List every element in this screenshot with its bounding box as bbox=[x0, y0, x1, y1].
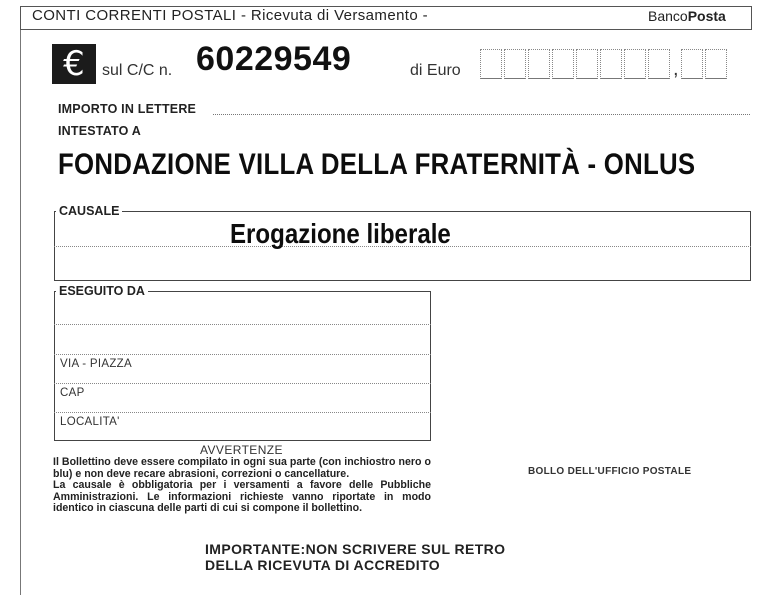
causale-label: CAUSALE bbox=[56, 204, 122, 218]
importo-input-line[interactable] bbox=[213, 114, 750, 115]
cap-line bbox=[54, 412, 431, 413]
amount-label: di Euro bbox=[410, 62, 461, 79]
decimal-separator: , bbox=[673, 58, 679, 80]
euro-icon: € bbox=[52, 44, 96, 84]
amount-integer-digit-box[interactable] bbox=[528, 49, 550, 79]
amount-decimal-digit-box[interactable] bbox=[681, 49, 703, 79]
eseguito-name-line bbox=[54, 324, 431, 325]
intestato-label: INTESTATO A bbox=[58, 124, 141, 138]
causale-value: Erogazione liberale bbox=[230, 218, 451, 249]
beneficiary-name: FONDAZIONE VILLA DELLA FRATERNITÀ - ONLUS bbox=[58, 148, 696, 181]
avvertenze-text: Il Bollettino deve essere compilato in ogni sua parte (con inchiostro nero o blu) e non deve recare abrasioni, correzioni o cancellature. La causale è obbligatoria per i versamenti a favore delle Pubbliche Amministrazioni. Le informazioni richieste vanno riportate in modo identico in ciascuna delle parti di cui si compone il bollettino. bbox=[53, 456, 431, 515]
importo-label: IMPORTO IN LETTERE bbox=[58, 102, 197, 116]
brand-prefix: Banco bbox=[648, 8, 688, 24]
amount-integer-digit-box[interactable] bbox=[624, 49, 646, 79]
receipt-left-edge bbox=[20, 30, 21, 595]
avvertenze-title: AVVERTENZE bbox=[200, 443, 283, 457]
amount-integer-digit-box[interactable] bbox=[504, 49, 526, 79]
cap-label: CAP bbox=[60, 387, 85, 399]
bancoposta-logo bbox=[648, 8, 726, 24]
amount-integer-digit-box[interactable] bbox=[648, 49, 670, 79]
importante-notice: IMPORTANTE:NON SCRIVERE SUL RETRO DELLA RICEVUTA DI ACCREDITO bbox=[205, 541, 506, 573]
via-piazza-label: VIA - PIAZZA bbox=[60, 358, 132, 370]
localita-label: LOCALITA' bbox=[60, 416, 120, 428]
amount-integer-digit-box[interactable] bbox=[576, 49, 598, 79]
account-label: sul C/C n. bbox=[102, 62, 173, 79]
account-number: 60229549 bbox=[196, 40, 352, 78]
amount-integer-digit-box[interactable] bbox=[552, 49, 574, 79]
via-line bbox=[54, 383, 431, 384]
receipt-title: CONTI CORRENTI POSTALI - Ricevuta di Versamento - bbox=[32, 7, 429, 24]
amount-integer-digit-box[interactable] bbox=[480, 49, 502, 79]
amount-digit-boxes[interactable] bbox=[480, 47, 729, 79]
amount-integer-digit-box[interactable] bbox=[600, 49, 622, 79]
amount-decimal-digit-box[interactable] bbox=[705, 49, 727, 79]
brand-suffix: Posta bbox=[687, 8, 726, 24]
eseguito-da-label: ESEGUITO DA bbox=[56, 284, 148, 298]
eseguito-name-line-2 bbox=[54, 354, 431, 355]
bollo-ufficio-label: BOLLO DELL'UFFICIO POSTALE bbox=[528, 466, 692, 477]
